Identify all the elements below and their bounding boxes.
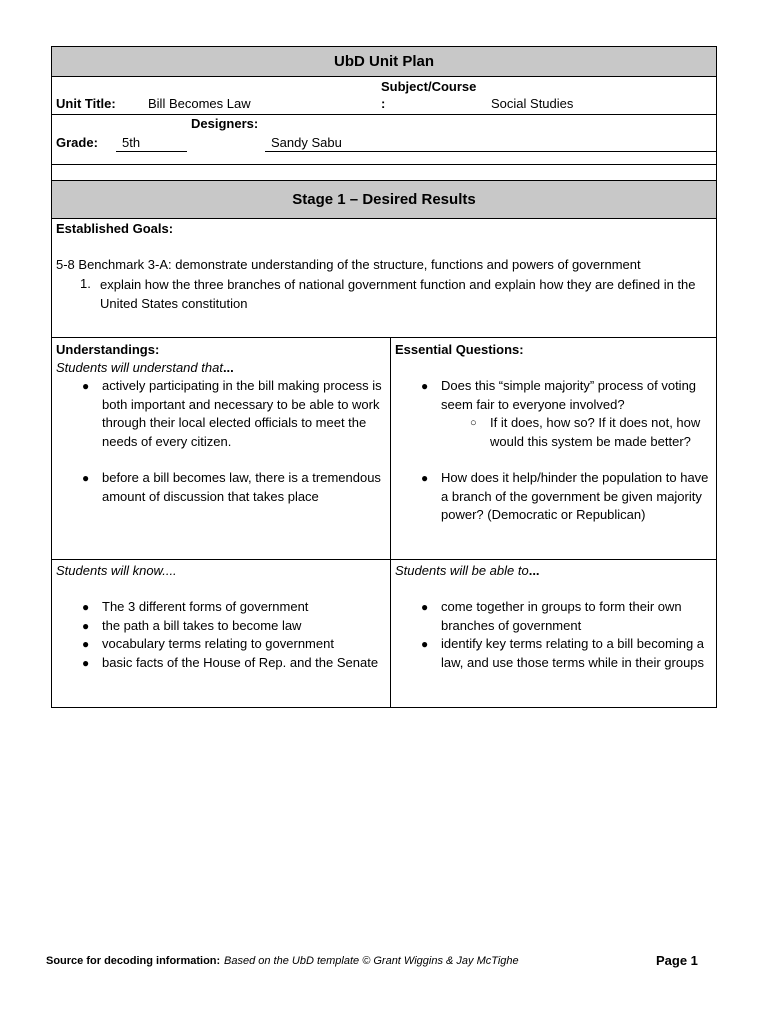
understandings-cell xyxy=(56,341,386,506)
know-item: ● The 3 different forms of government xyxy=(56,598,386,617)
unit-plan-table xyxy=(51,46,717,708)
understanding-item: ● before a bill becomes law, there is a tremendous amount of discussion that takes place xyxy=(82,470,381,504)
know-cell xyxy=(56,562,386,672)
able-item: ● come together in groups to form their own branches of government xyxy=(421,599,682,633)
able-label: Students will be able to xyxy=(395,563,529,578)
essential-questions-label: Essential Questions: xyxy=(395,342,524,357)
understandings-ellipsis: ... xyxy=(222,360,234,375)
designer-underline xyxy=(265,151,717,152)
know-item: ● vocabulary terms relating to government xyxy=(56,635,386,654)
grade-value: 5th xyxy=(122,135,141,150)
subject-value: Social Studies xyxy=(491,96,574,111)
stage1-title: Stage 1 – Desired Results xyxy=(52,180,716,219)
able-item: ● identify key terms relating to a bill becoming a law, and use those terms while in their groups xyxy=(421,636,705,670)
goal-number: 1. xyxy=(80,276,91,291)
header-divider xyxy=(52,114,716,115)
know-label: Students will know.... xyxy=(56,563,177,578)
bullet-dot: ● xyxy=(82,655,90,670)
benchmark-text: 5-8 Benchmark 3-A: demonstrate understanding of the structure, functions and powers of government xyxy=(56,257,641,272)
understandings-divider xyxy=(52,559,716,560)
bullet-dot: ● xyxy=(82,471,90,485)
question-sub-item: ○ If it does, how so? If it does not, how would this system be made better? xyxy=(470,415,701,449)
able-ellipsis: ... xyxy=(528,563,540,578)
unit-title-label: Unit Title: xyxy=(56,96,116,111)
know-item: ● basic facts of the House of Rep. and the Senate xyxy=(56,654,386,673)
page-number: Page 1 xyxy=(656,953,698,968)
designer-value: Sandy Sabu xyxy=(271,135,342,150)
bullet-dot: ● xyxy=(421,600,429,614)
unit-plan-title: UbD Unit Plan xyxy=(52,47,716,77)
grade-underline xyxy=(116,151,187,152)
established-goals-label: Established Goals: xyxy=(56,221,174,236)
bullet-circle: ○ xyxy=(470,417,477,429)
unit-title-value: Bill Becomes Law xyxy=(148,96,251,111)
bullet-dot: ● xyxy=(421,379,429,393)
column-divider xyxy=(390,337,391,707)
know-item: ● the path a bill takes to become law xyxy=(56,617,386,636)
spacer-divider xyxy=(52,164,716,165)
essential-questions-cell xyxy=(395,341,715,525)
bullet-dot: ● xyxy=(421,471,429,485)
bullet-dot: ● xyxy=(82,637,90,651)
bullet-dot: ● xyxy=(82,379,90,393)
question-item: ● Does this “simple majority” process of voting seem fair to everyone involved? xyxy=(421,378,697,412)
designers-label: Designers: xyxy=(191,116,259,131)
bullet-dot: ● xyxy=(421,637,429,651)
able-cell xyxy=(395,562,715,672)
understanding-item: ● actively participating in the bill making process is both important and necessary to be able to work through their local elected officials to meet the needs of every citizen. xyxy=(82,378,382,449)
subject-colon: : xyxy=(381,96,386,111)
goals-divider xyxy=(52,337,716,338)
question-item: ● How does it help/hinder the population to have a branch of the government be given majority power? (Democratic or Republican) xyxy=(421,470,709,522)
bullet-dot: ● xyxy=(82,618,90,633)
footer-source-text: Based on the UbD template © Grant Wiggins & Jay McTighe xyxy=(224,955,519,967)
footer-source-label: Source for decoding information: xyxy=(46,955,221,967)
understandings-label: Understandings: xyxy=(56,342,160,357)
grade-label: Grade: xyxy=(56,135,98,150)
goal-text: explain how the three branches of national government function and explain how they are defined in the United States constitution xyxy=(100,277,696,311)
subject-label: Subject/Course xyxy=(381,79,477,94)
bullet-dot: ● xyxy=(82,600,90,614)
understandings-intro: Students will understand that xyxy=(56,360,223,375)
